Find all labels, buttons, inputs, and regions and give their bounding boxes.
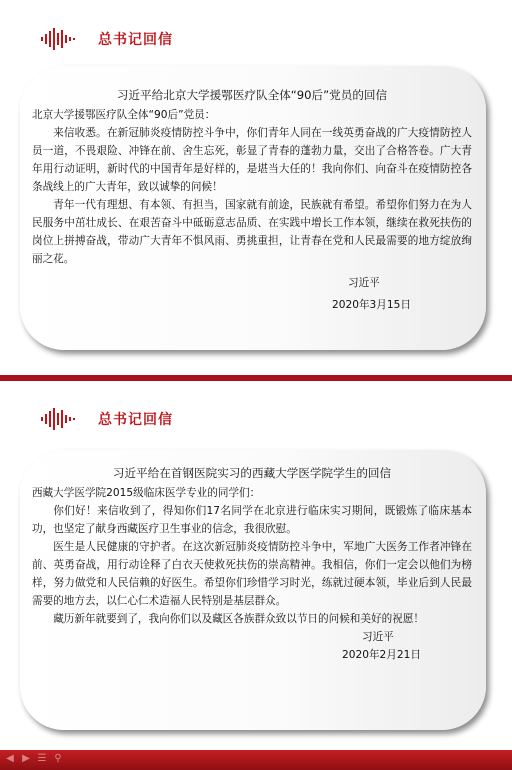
letter-section-2 <box>0 384 512 750</box>
letter-paragraph: 青年一代有理想、有本领、有担当，国家就有前途，民族就有希望。希望你们努力在为人民服务中茁壮成长、在艰苦奋斗中砥砺意志品质、在实践中增长工作本领，继续在救死扶伤的岗位上拼搏奋战，带动广大青年不惧风雨、勇挑重担，让青春在党和人民最需要的地方绽放绚丽之花。 <box>32 199 472 265</box>
letter-title: 习近平给在首钢医院实习的西藏大学医学院学生的回信 <box>112 466 392 480</box>
letter-paragraph: 你们好！来信收到了，得知你们17名同学在北京进行临床实习期间，既锻炼了临床基本功，也坚定了献身西藏医疗卫生事业的信念，我很欣慰。 <box>32 505 472 535</box>
letter-paragraph: 医生是人民健康的守护者。在这次新冠肺炎疫情防控斗争中，军地广大医务工作者冲锋在前、英勇奋战，用行动诠释了白衣天使救死扶伤的崇高精神。我相信，你们一定会以他们为榜样，努力做党和人民信赖的好医生。希望你们珍惜学习时光，练就过硬本领，毕业后到人民最需要的地方去，以仁心仁术造福人民特别是基层群众。 <box>32 541 472 607</box>
section-header <box>40 26 173 52</box>
section-title: 总书记回信 <box>98 32 173 48</box>
letter-paragraph: 藏历新年就要到了，我向你们以及藏区各族群众致以节日的问候和美好的祝愿！ <box>53 613 424 625</box>
previous-icon[interactable]: ◀ <box>6 753 14 764</box>
letter-paragraph: 来信收悉。在新冠肺炎疫情防控斗争中，你们青年人同在一线英勇奋战的广大疫情防控人员一道，不畏艰险、冲锋在前、舍生忘死，彰显了青春的蓬勃力量，交出了合格答卷。广大青年用行动证明，新时代的中国青年是好样的，是堪当大任的！我向你们、向奋斗在疫情防控各条战线上的广大青年，致以诚挚的问候！ <box>32 127 472 193</box>
section-title: 总书记回信 <box>98 412 173 428</box>
letter-card <box>20 66 486 350</box>
next-icon[interactable]: ▶ <box>22 753 30 764</box>
letter-greeting: 北京大学援鄂医疗队全体“90后”党员： <box>32 109 216 121</box>
letter-date: 2020年2月21日 <box>342 649 421 661</box>
slideshow-toolbar <box>0 750 512 770</box>
section-divider <box>0 375 512 381</box>
letter-signature: 习近平 <box>348 277 380 289</box>
menu-icon[interactable]: ☰ <box>37 753 47 764</box>
letter-card <box>20 450 486 730</box>
letter-greeting: 西藏大学医学院2015级临床医学专业的同学们： <box>32 487 261 499</box>
sound-wave-icon <box>40 408 78 430</box>
letter-signature: 习近平 <box>362 631 394 643</box>
letter-title: 习近平给北京大学援鄂医疗队全体“90后”党员的回信 <box>116 88 388 102</box>
sound-wave-icon <box>40 28 78 50</box>
letter-section-1 <box>0 0 512 376</box>
letter-date: 2020年3月15日 <box>332 299 411 311</box>
section-header <box>40 406 173 432</box>
zoom-icon[interactable]: ⚲ <box>54 753 62 764</box>
